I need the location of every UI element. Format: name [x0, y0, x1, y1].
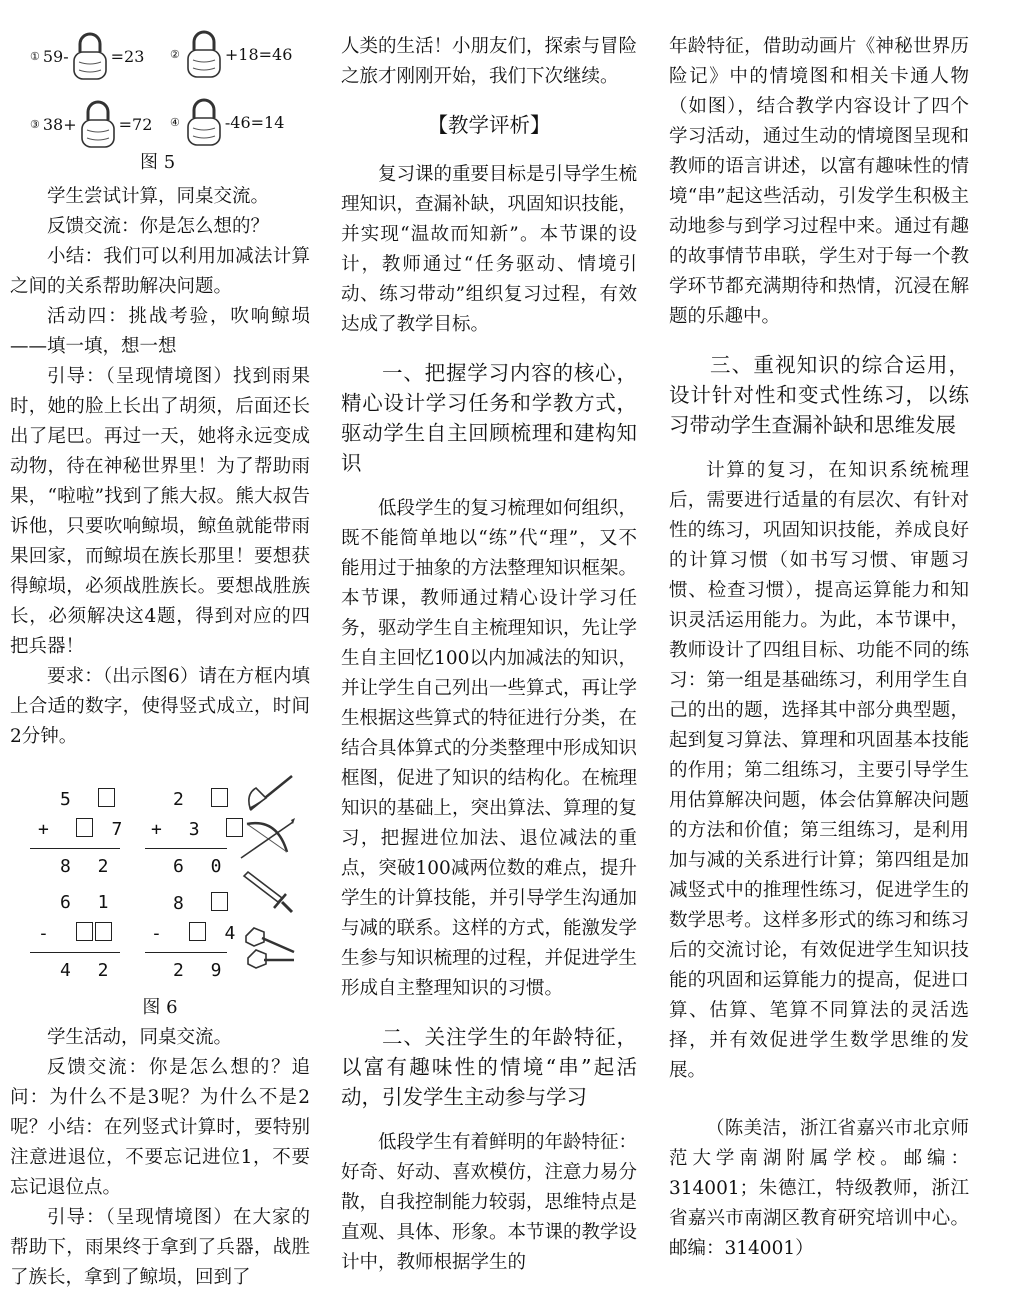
bow-and-arrow-icon [235, 816, 297, 866]
paragraph: 引导：（呈现情境图）找到雨果时，她的脸上长出了胡须，后面还长出了尾巴。再过一天，她将永远变成动物，待在神秘世界里！为了帮助雨果，“啦啦”找到了熊大叔。熊大叔告诉他，只要吹响鲸埙，鲸鱼就能带雨果回家，而鲸埙在族长那里！要想获得鲸埙，必须战胜族长。要想战胜族长，必须解决这4题，得到对应的四把兵器！ [10, 366, 310, 657]
subsection-heading: 一、把握学习内容的核心，精心设计学习任务和学教方式，驱动学生自主回顾梳理和建构知识 [341, 361, 637, 475]
operator: - [38, 923, 57, 944]
paragraph: 年龄特征，借助动画片《神秘世界历险记》中的情境图和相关卡通人物（如图），结合教学内容设计了四个学习活动，通过生动的情境图呈现和教师的语言讲述，以富有趣味性的情境“串”起这些活动，引发学生积极主动地参与到学习过程中来。通过有趣的故事情节串联，学生对于每一个教学环节都充满期待和热情，沉浸在解题的乐趣中。 [669, 36, 969, 327]
blank-box[interactable] [98, 788, 115, 807]
equation-suffix: =23 [110, 46, 145, 66]
digit: 8 [173, 893, 192, 914]
equation-suffix: =72 [118, 114, 153, 134]
padlock-icon [185, 28, 223, 80]
subsection-heading: 三、重视知识的综合运用，设计针对性和变式性练习，以练习带动学生查漏补缺和思维发展 [669, 353, 969, 437]
equation-number: ③ [30, 117, 40, 131]
digit: 7 [111, 819, 131, 840]
paragraph: 人类的生活！小朋友们，探索与冒险之旅才刚刚开始，我们下次继续。 [341, 36, 638, 87]
result: 2 9 [173, 960, 230, 981]
figure-5 [10, 0, 310, 173]
subsection-heading: 二、关注学生的年龄特征，以富有趣味性的情境“串”起活动，引发学生主动参与学习 [341, 1025, 637, 1109]
figure-6 [10, 770, 310, 1020]
paragraph: 反馈交流：你是怎么想的？追问：为什么不是3呢？为什么不是2呢？小结：在列竖式计算时，要特别注意进退位，不要忘记进位1，不要忘记退位点。 [10, 1057, 310, 1198]
author-info: （陈美洁，浙江省嘉兴市北京师范大学南湖附属学校。邮编：314001；朱德江，特级教师，浙江省嘉兴市南湖区教育研究培训中心。邮编：314001） [669, 1118, 969, 1259]
equation-suffix: +18=46 [224, 44, 293, 64]
activity-heading: 活动四：挑战考验，吹响鲸埙——填一填，想一想 [10, 306, 310, 357]
equation-2 [170, 28, 292, 80]
padlock-icon [79, 98, 117, 150]
equation-suffix: -46=14 [224, 112, 285, 132]
padlock-icon [185, 96, 223, 148]
digit: 5 [60, 789, 79, 810]
digit: 2 [173, 789, 192, 810]
paragraph: 引导：（呈现情境图）在大家的帮助下，雨果终于拿到了兵器，战胜了族长，拿到了鲸埙，回到了 [10, 1207, 310, 1288]
equation-1 [30, 30, 144, 82]
operator: + [38, 819, 57, 840]
digits: 6 1 [60, 892, 117, 913]
paragraph: 低段学生的复习梳理如何组织，既不能简单地以“练”代“理”，又不能用过于抽象的方法整理知识框架。本节课，教师通过精心设计学习任务，驱动学生自主梳理知识，先让学生自主回忆100以内加减法的知识，并让学生自己列出一些算式，再让学生根据这些算式的特征进行分类，在结合具体算式的分类整理中形成知识框图，促进了知识的结构化。在梳理知识的基础上，突出算法、算理的复习，把握进位加法、退位减法的重点，突破100减两位数的难点，提升学生的计算技能，并引导学生沟通加与减的联系。这样的方式，能激发学生参与知识梳理的过程，并促进学生形成自主整理知识的习惯。 [341, 498, 638, 999]
mace-icon [238, 920, 300, 972]
paragraph: 要求：（出示图6）请在方框内填上合适的数字，使得竖式成立，时间2分钟。 [10, 666, 310, 747]
sword-icon [238, 870, 298, 918]
digit: 3 [188, 819, 208, 840]
equation-prefix: 38+ [42, 114, 77, 134]
paragraph: 小结：我们可以利用加减法计算之间的关系帮助解决问题。 [10, 246, 310, 297]
equation-prefix: 59- [42, 46, 69, 66]
paragraph: 计算的复习，在知识系统梳理后，需要进行适量的有层次、有针对性的练习，巩固知识技能，养成良好的计算习惯（如书写习惯、审题习惯、检查习惯），提高运算能力和知识灵活运用能力。为此，本节课中，教师设计了四组目标、功能不同的练习：第一组是基础练习，利用学生自己的出的题，选择其中部分典型题，起到复习算法、算理和巩固基本技能的作用；第二组练习，主要引导学生用估算解决问题，体会估算解决问题的方法和价值；第三组练习，是利用加与减的关系进行计算；第四组是加减竖式中的推理性练习，促进学生的数学思考。这样多形式的练习和练习后的交流讨论，有效促进学生知识技能的巩固和运算能力的提高，促进口算、估算、笔算不同算法的灵活选择，并有效促进学生数学思维的发展。 [669, 460, 969, 1081]
paragraph: 反馈交流：你是怎么想的？ [47, 216, 270, 237]
blank-box[interactable] [95, 922, 112, 941]
paragraph: 学生活动，同桌交流。 [47, 1027, 233, 1048]
operator: - [151, 923, 170, 944]
operator: + [151, 819, 170, 840]
blank-box[interactable] [211, 892, 228, 911]
paragraph: 学生尝试计算，同桌交流。 [47, 186, 270, 207]
figure-6-caption: 图 6 [142, 997, 178, 1018]
padlock-icon [71, 30, 109, 82]
paragraph: 复习课的重要目标是引导学生梳理知识，查漏补缺，巩固知识技能，并实现“温故而知新”。本节课的设计，教师通过“任务驱动、情境引动、练习带动”组织复习过程，有效达成了教学目标。 [341, 164, 638, 335]
equation-number: ④ [170, 115, 180, 129]
result: 8 2 [60, 856, 117, 877]
blank-box[interactable] [211, 788, 228, 807]
section-heading: 【教学评析】 [427, 113, 551, 137]
equation-number: ① [30, 49, 40, 63]
equation-3 [30, 98, 152, 150]
blank-box[interactable] [76, 922, 93, 941]
equation-number: ② [170, 47, 180, 61]
result: 6 0 [173, 856, 230, 877]
equation-4 [170, 96, 284, 148]
blank-box[interactable] [76, 818, 93, 837]
paragraph: 低段学生有着鲜明的年龄特征：好奇、好动、喜欢模仿，注意力易分散，自我控制能力较弱，思维特点是直观、具体、形象。本节课的教学设计中，教师根据学生的 [341, 1132, 638, 1273]
blank-box[interactable] [189, 922, 206, 941]
result: 4 2 [60, 960, 117, 981]
figure-5-caption: 图 5 [140, 152, 176, 173]
axe-icon [242, 770, 298, 818]
digit: 4 [224, 923, 244, 944]
